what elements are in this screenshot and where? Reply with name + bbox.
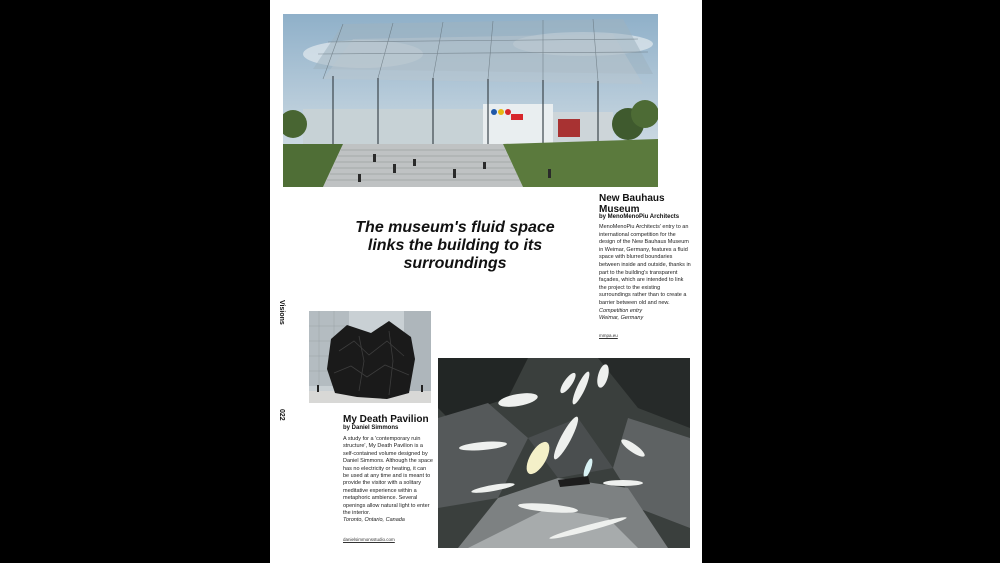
magazine-page: [270, 0, 702, 563]
death-pavilion-byline: by Daniel Simmons: [343, 425, 399, 431]
bauhaus-museum-photo: [283, 14, 658, 187]
section-label: Visions: [278, 300, 285, 325]
death-pavilion-location: Toronto, Ontario, Canada: [343, 517, 405, 524]
new-bauhaus-link[interactable]: mmpa.eu: [599, 333, 618, 338]
new-bauhaus-body-text: MenoMenoPiu Architects' entry to an international competition for the design of the New Bauhaus Museum in Weimar, Germany, features a fluid space with blurred boundaries between inside and outside, thanks in part to the building's transparent façades, which are intended to link the project to the existing surroundings rather than to create a barrier between old and new.: [599, 224, 691, 306]
page-number: 022: [278, 409, 285, 421]
death-pavilion-body: [343, 436, 433, 525]
death-pavilion-link[interactable]: danielsimmonsstudio.com: [343, 537, 395, 542]
new-bauhaus-byline: by MenoMenoPiu Architects: [599, 214, 680, 220]
death-pavilion-exterior-photo: [309, 311, 431, 403]
death-pavilion-interior-photo: [438, 358, 690, 548]
pull-quote: The museum's fluid space links the building to its surroundings: [355, 219, 555, 272]
death-pavilion-title: My Death Pavilion: [343, 414, 429, 425]
new-bauhaus-title: New Bauhaus Museum: [599, 193, 665, 215]
new-bauhaus-status: Competition entry: [599, 307, 643, 314]
new-bauhaus-location: Weimar, Germany: [599, 315, 644, 322]
new-bauhaus-body: [599, 224, 691, 323]
death-pavilion-body-text: A study for a 'contemporary ruin structure', My Death Pavilion is a self-contained volume designed by Daniel Simmons. Although the space has no electricity or heating, it can be used at any time and is meant to provide the visitor with a solitary meditative experience within a metaphoric ambience. Several openings allow natural light to enter the interior.: [343, 436, 433, 517]
